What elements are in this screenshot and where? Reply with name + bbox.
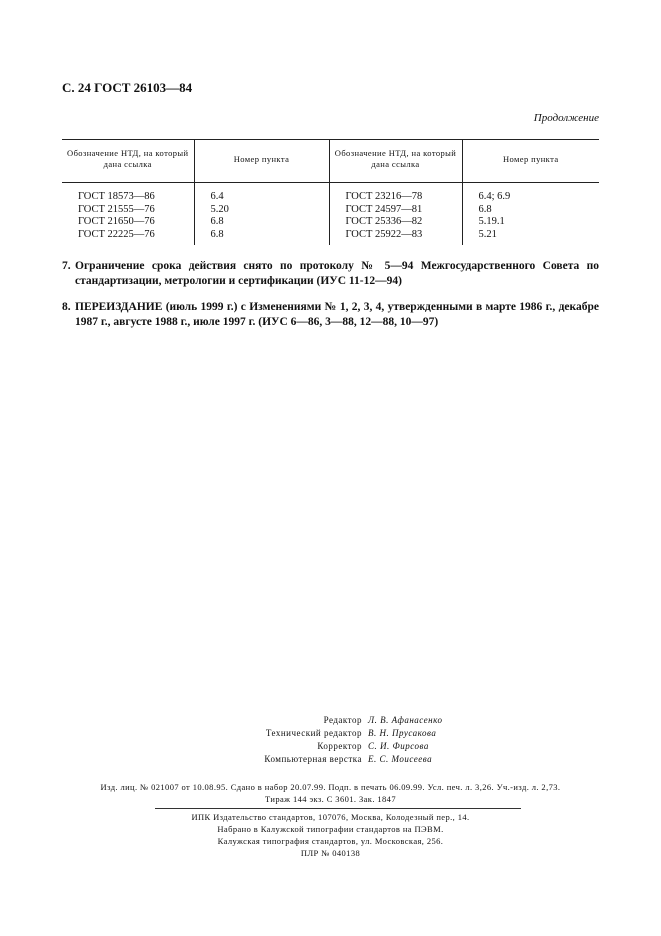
left-doc-cell: ГОСТ 21650—76 [78, 216, 155, 227]
credit-line [0, 740, 661, 753]
left-doc-cell: ГОСТ 22225—76 [78, 228, 155, 240]
printer-line-3: Калужская типография стандартов, ул. Московская, 256. [217, 836, 444, 846]
col-header-item-left: Номер пункта [194, 140, 329, 183]
printer-block [62, 811, 599, 859]
col-header-doc-right: Обозначение НТД, на который дана ссылка [329, 140, 462, 183]
printer-line-4: ПЛР № 040138 [300, 848, 361, 858]
printer-line-2: Набрано в Калужской типографии стандартов на ПЭВМ. [217, 824, 444, 834]
note-8-text: ПЕРЕИЗДАНИЕ (июль 1999 г.) с Изменениями № 1, 2, 3, 4, утвержденными в марте 1986 г., декабре 1987 г., августе 1988 г., июле 1997 г. (ИУС 6—86, 3—88, 12—88, 10—97) [75, 301, 599, 328]
credits-block [0, 714, 661, 766]
credit-role: Редактор [323, 715, 362, 725]
left-item-cell: 6.8 [194, 229, 329, 246]
imprint-block [62, 781, 599, 805]
table-row [62, 204, 599, 217]
left-doc-cell: ГОСТ 18573—86 [78, 191, 155, 202]
left-doc-cell: ГОСТ 21555—76 [78, 203, 155, 215]
credit-line [0, 727, 661, 740]
col-header-item-right: Номер пункта [462, 140, 599, 183]
col-header-doc-left: Обозначение НТД, на который дана ссылка [62, 140, 194, 183]
note-8 [62, 300, 599, 330]
right-item-cell: 6.8 [462, 204, 599, 217]
page-header: С. 24 ГОСТ 26103—84 [62, 80, 193, 95]
left-item-cell: 6.8 [194, 216, 329, 229]
right-doc-cell: ГОСТ 25922—83 [329, 229, 462, 246]
table-row [62, 229, 599, 246]
printer-line-1: ИПК Издательство стандартов, 107076, Москва, Колодезный пер., 14. [191, 812, 470, 822]
right-doc-cell: ГОСТ 23216—78 [329, 183, 462, 204]
credit-role: Технический редактор [265, 728, 362, 738]
imprint-line-1: Изд. лиц. № 021007 от 10.08.95. Сдано в набор 20.07.99. Подп. в печать 06.09.99. Усл. печ. л. 3,26. Уч.-изд. л. 2,73. [100, 782, 561, 792]
credit-role: Корректор [317, 741, 362, 751]
table-row [62, 183, 599, 204]
note-7-number: 7. [62, 260, 71, 272]
right-item-cell: 5.21 [462, 229, 599, 246]
note-7-text: Ограничение срока действия снято по протоколу № 5—94 Межгосударственного Совета по стандартизации, метрологии и сертификации (ИУС 11-12—94) [75, 260, 599, 287]
left-item-cell: 5.20 [194, 204, 329, 217]
reference-table [62, 139, 599, 245]
table-header-row [62, 140, 599, 183]
right-doc-cell: ГОСТ 25336—82 [329, 216, 462, 229]
right-item-cell: 6.4; 6.9 [462, 183, 599, 204]
right-item-cell: 5.19.1 [462, 216, 599, 229]
imprint-divider [155, 808, 521, 809]
credit-line [0, 753, 661, 766]
credit-person: Е. С. Моисеева [368, 754, 433, 764]
continuation-label: Продолжение [533, 112, 599, 124]
note-8-number: 8. [62, 301, 71, 313]
credit-person: С. И. Фирсова [368, 741, 429, 751]
credit-person: Л. В. Афанасенко [368, 715, 443, 725]
credit-person: В. Н. Прусакова [368, 728, 437, 738]
credit-line [0, 714, 661, 727]
credit-role: Компьютерная верстка [264, 754, 362, 764]
imprint-line-2: Тираж 144 экз. С 3601. Зак. 1847 [265, 794, 396, 804]
right-doc-cell: ГОСТ 24597—81 [329, 204, 462, 217]
note-7 [62, 259, 599, 289]
table-row [62, 216, 599, 229]
left-item-cell: 6.4 [194, 183, 329, 204]
